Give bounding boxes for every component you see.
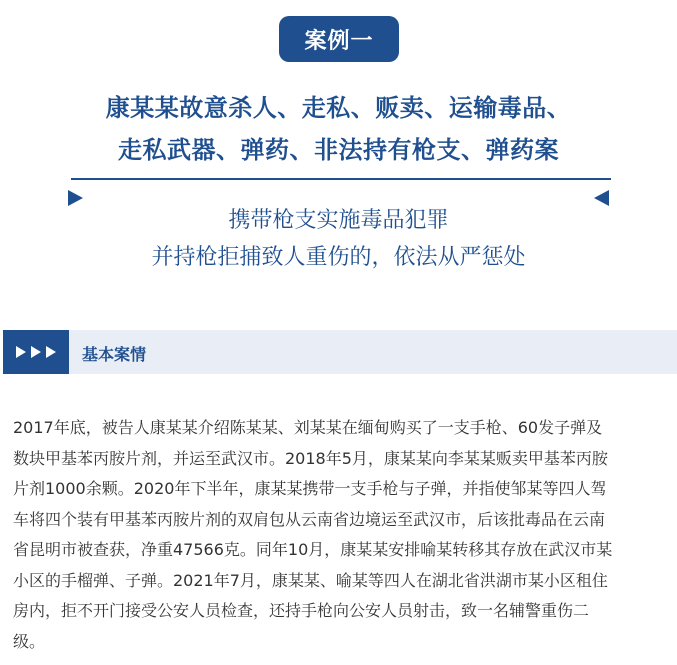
case-title-line-2: 走私武器、弹药、非法持有枪支、弹药案	[118, 136, 559, 164]
arrow-icon	[46, 346, 56, 358]
paragraph-line: 片剂1000余颗。2020年下半年，康某某携带一支手枪与子弹，并指使邹某等四人驾	[13, 479, 607, 498]
paragraph-line: 级。	[13, 631, 46, 651]
paragraph-line: 房内，拒不开门接受公安人员检查，还持手枪向公安人员射击，致一名辅警重伤二	[13, 601, 590, 620]
arrow-icon	[31, 346, 41, 358]
paragraph-line: 小区的手榴弹、子弹。2021年7月，康某某、喻某等四人在湖北省洪湖市某小区租住	[13, 570, 608, 590]
title-divider	[71, 178, 611, 180]
paragraph-line: 2017年底，被告人康某某介绍陈某某、刘某某在缅甸购买了一支手枪、60发子弹及	[13, 418, 603, 437]
paragraph-line: 数块甲基苯丙胺片剂，并运至武汉市。2018年5月，康某某向李某某贩卖甲基苯丙胺	[13, 448, 608, 468]
paragraph-line: 车将四个装有甲基苯丙胺片剂的双肩包从云南省边境运至武汉市，后该批毒品在云南	[13, 509, 606, 529]
triple-arrow-icon	[3, 330, 69, 374]
case-description	[13, 413, 665, 657]
subtitle-line-2: 并持枪拒捕致人重伤的，依法从严惩处	[151, 245, 526, 270]
case-badge: 案例一	[279, 16, 399, 62]
paragraph-line: 省昆明市被查获，净重47566克。同年10月，康某某安排喻某转移其存放在武汉市某	[13, 540, 613, 559]
case-title-line-1: 康某某故意杀人、走私、贩卖、运输毒品、	[105, 94, 572, 122]
arrow-icon	[16, 346, 26, 358]
subtitle-line-1: 携带枪支实施毒品犯罪	[228, 208, 449, 233]
section-title: 基本案情	[82, 345, 147, 364]
